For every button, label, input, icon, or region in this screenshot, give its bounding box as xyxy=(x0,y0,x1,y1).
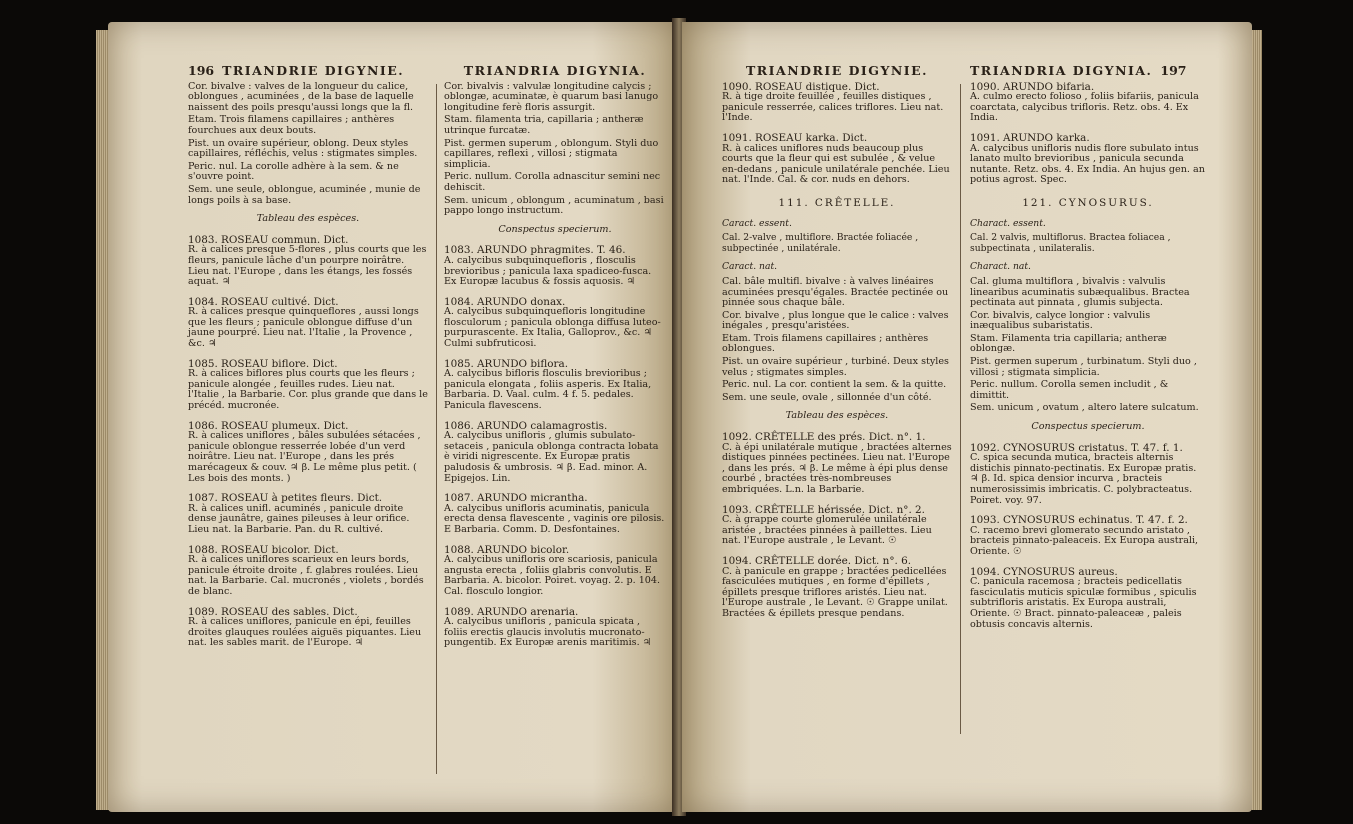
entry-head: 1093. CRÊTELLE hérissée. Dict. n°. 2. xyxy=(722,503,925,516)
species-entry xyxy=(444,545,666,598)
desc-line: Sem. une seule, ovale , sillonnée d'un côté. xyxy=(722,391,932,403)
entry-head: 1090. ROSEAU distique. Dict. xyxy=(722,80,880,93)
conspectus-heading: Conspectus specierum. xyxy=(498,223,612,235)
entry-body: C. spica secunda mutica, bracteis alternis distichis pinnato-pectinatis. Ex Europæ pratis. ♃ β. Id. spica densior incurva , bracteis numerosissimis imbricatis. C. polybracteatus. Poiret. voy. 97. xyxy=(970,452,1197,506)
species-entry xyxy=(444,359,666,412)
genus-heading: 111. CRÊTELLE. xyxy=(778,196,896,209)
desc-line: Cor. bivalve , plus longue que le calice : valves inégales , presqu'aristées. xyxy=(722,309,949,332)
entry-body: R. à calices uniflores , bâles subulées sétacées , panicule oblongue resserrée lobée d'un verd noirâtre. Lieu nat. l'Europe , dans les prés marécageux & couv. ♃ β. Le même plus petit. ( Les bois des monts. ) xyxy=(188,430,421,484)
entry-body: A. calycibus bifloris flosculis brevioribus ; panicula elongata , foliis asperis. Ex Italia, Barbaria. D. Vaal. culm. 4 f. 5. pedales. Panicula flavescens. xyxy=(444,368,652,412)
entry-head: 1086. ROSEAU plumeux. Dict. xyxy=(188,419,349,432)
entry-body: R. à calices presque quinqueflores , aussi longs que les fleurs ; panicule oblongue diffuse d'un jaune pourpré. Lieu nat. l'Italie , la Provence , &c. ♃ xyxy=(188,306,419,350)
species-entry xyxy=(188,545,428,598)
species-entry xyxy=(188,235,428,288)
entry-body: C. panicula racemosa ; bracteis pedicellatis fasciculatis muticis spiculæ formibus , spiculis subtrifloris aristatis. Ex Europa australi, Oriente. ☉ Bract. pinnato-paleaceæ , paleis obtusis concavis alternis. xyxy=(970,576,1197,630)
desc-line: Peric. nul. La corolle adhère à la sem. & ne s'ouvre point. xyxy=(188,160,399,183)
running-head: 196 TRIANDRIE DIGYNIE. xyxy=(188,63,405,78)
desc-line: Peric. nul. La cor. contient la sem. & la quitte. xyxy=(722,379,947,391)
desc-line: Etam. Trois filamens capillaires ; anthères oblongues. xyxy=(722,332,929,355)
species-entry xyxy=(722,505,952,547)
entry-head: 1084. ARUNDO donax. xyxy=(444,295,566,308)
page-number: 196 xyxy=(188,63,215,78)
entry-head: 1089. ARUNDO arenaria. xyxy=(444,605,579,618)
natural-char xyxy=(722,277,952,404)
species-entry xyxy=(444,493,666,535)
desc-line: Sem. unicum , ovatum , altero latere sulcatum. xyxy=(970,402,1199,414)
entry-head: 1093. CYNOSURUS echinatus. T. 47. f. 2. xyxy=(970,514,1188,527)
entry-head: 1088. ROSEAU bicolor. Dict. xyxy=(188,543,339,556)
entry-body: A. calycibus unifloris , glumis subulato-setaceis , panicula oblonga contracta lobata è viridi nigrescente. Ex Europæ pratis paludosis & umbrosis. ♃ β. Ead. minor. A. Epigejos. Lin. xyxy=(444,430,659,484)
desc-line: Cor. bivalvis, calyce longior : valvulis inæqualibus subaristatis. xyxy=(970,309,1151,332)
desc-line: Peric. nullum. Corolla adnascitur semini nec dehiscit. xyxy=(444,171,661,193)
table-heading: Tableau des espèces. xyxy=(256,213,360,225)
desc-line: Cal. gluma multiflora , bivalvis : valvulis linearibus acuminatis subæqualibus. Bractea pectinata aut pinnata , glumis subjecta. xyxy=(970,275,1190,309)
species-entry xyxy=(188,607,428,649)
species-entry xyxy=(970,82,1206,124)
table-heading: Tableau des espèces. xyxy=(785,410,889,422)
running-head-latin: TRIANDRIA DIGYNIA. 197 xyxy=(970,63,1187,78)
species-entry xyxy=(970,515,1206,557)
desc-line: Cor. bivalve : valves de la longueur du calice, oblongues , acuminées , de la base de laquelle naissent des poils presqu'aussi longs que la fl. xyxy=(188,80,414,113)
entry-head: 1087. ROSEAU à petites fleurs. Dict. xyxy=(188,492,383,505)
entry-head: 1084. ROSEAU cultivé. Dict. xyxy=(188,295,339,308)
left-page xyxy=(108,22,678,812)
entry-body: R. à calices uniflores nuds beaucoup plus courts que la fleur qui est subulée , & velue en-dedans , panicule unilatérale penchée. Lieu nat. l'Inde. Cal. & cor. nuds en dehors. xyxy=(722,142,950,186)
essential-char-text: Cal. 2-valve , multiflore. Bractée foliacée , subpectinée , unilatérale. xyxy=(722,232,919,254)
conspectus-heading: Conspectus specierum. xyxy=(1031,421,1145,433)
desc-line: Cor. bivalvis : valvulæ longitudine calycis ; oblongæ, acuminatæ, è quarum basi lanugo longitudine ferè floris assurgit. xyxy=(444,80,659,113)
desc-line: Stam. filamenta tria, capillaria ; antheræ utrinque furcatæ. xyxy=(444,114,644,136)
entry-body: A. calycibus unifloris ore scariosis, panicula angusta erecta , foliis glabris convolutis. E Barbaria. A. bicolor. Poiret. voyag. 2. p. 104. Cal. flosculo longior. xyxy=(444,554,661,597)
entry-head: 1088. ARUNDO bicolor. xyxy=(444,543,570,556)
entry-head: 1094. CYNOSURUS aureus. xyxy=(970,565,1118,578)
entry-body: R. à calices biflores plus courts que les fleurs ; panicule alongée , feuilles rudes. Lieu nat. l'Italie , la Barbarie. Cor. plus grande que dans le précéd. mucronée. xyxy=(188,368,428,412)
entry-body: R. à tige droite feuillée , feuilles distiques , panicule resserrée, calices triflores. Lieu nat. l'Inde. xyxy=(722,91,944,124)
right-page xyxy=(682,22,1252,812)
entry-body: R. à calices uniflores scarieux en leurs bords, panicule étroite droite , f. glabres roulées. Lieu nat. la Barbarie. Cal. mucronés , violets , bordés de blanc. xyxy=(188,554,424,597)
entry-body: C. à épi unilatérale mutique , bractées alternes distiques pinnées pectinées. Lieu nat. l'Europe , dans les prés. ♃ β. Le même à épi plus dense courbé , bractées très-nombreuses embriquées. L.n. la Barbarie. xyxy=(722,441,952,495)
entry-body: A. calycibus unifloris , panicula spicata , foliis erectis glaucis involutis mucronato-pungentib. Ex Europæ arenis maritimis. ♃ xyxy=(444,616,652,649)
entry-body: A. calycibus subquinquefloris , flosculis brevioribus ; panicula laxa spadiceo-fusca. Ex Europæ lacubus & fossis aquosis. ♃ xyxy=(444,254,652,288)
entry-head: 1092. CYNOSURUS cristatus. T. 47. f. 1. xyxy=(970,441,1183,454)
species-entry xyxy=(188,421,428,485)
natural-char-label: Charact. nat. xyxy=(970,261,1031,273)
description xyxy=(188,82,428,207)
entry-body: A. culmo erecto folioso , foliis bifariis, panicula coarctata, calycibus trifloris. Retz. obs. 4. Ex India. xyxy=(970,91,1199,124)
entry-head: 1085. ARUNDO biflora. xyxy=(444,357,569,370)
entry-head: 1091. ARUNDO karka. xyxy=(970,131,1090,144)
essential-char-label: Caract. essent. xyxy=(722,217,792,229)
page-number: 197 xyxy=(1160,63,1187,78)
right-page-latin-column xyxy=(970,63,1206,639)
desc-line: Sem. unicum , oblongum , acuminatum , basi pappo longo instructum. xyxy=(444,194,664,217)
entry-body: A. calycibus unifloris nudis flore subulato intus lanato multo brevioribus , panicula secunda nutante. Retz. obs. 4. Ex India. An hujus gen. an potius agrost. Spec. xyxy=(970,142,1205,186)
entry-body: C. à panicule en grappe ; bractées pedicellées fasciculées mutiques , en forme d'épillets , épillets presque triflores aristés. Lieu nat. l'Europe australe , le Levant. ☉ Grappe unilat. Bractées & épillets presque pendans. xyxy=(722,565,948,619)
entry-head: 1089. ROSEAU des sables. Dict. xyxy=(188,605,358,618)
species-entry xyxy=(188,297,428,350)
species-entry xyxy=(444,245,666,287)
entry-head: 1087. ARUNDO micrantha. xyxy=(444,492,588,505)
running-head-latin: TRIANDRIA DIGYNIA. xyxy=(463,63,647,78)
entry-body: R. à calices unifl. acuminés , panicule droite dense jaunâtre, gaines pileuses à leur orifice. Lieu nat. la Barbarie. Pan. du R. cultivé. xyxy=(188,502,410,535)
entry-head: 1090. ARUNDO bifaria. xyxy=(970,80,1095,93)
right-page-french-column xyxy=(722,63,952,629)
genus-heading: 121. CYNOSURUS. xyxy=(1022,196,1154,209)
entry-body: A. calycibus unifloris acuminatis, panicula erecta densa flavescente , vaginis ore pilosis. E Barbaria. Comm. D. Desfontaines. xyxy=(444,502,665,535)
desc-line: Etam. Trois filamens capillaires ; anthères fourchues aux deux bouts. xyxy=(188,114,395,136)
desc-line: Pist. un ovaire supérieur , turbiné. Deux styles velus ; stigmates simples. xyxy=(722,356,949,378)
species-entry xyxy=(444,607,666,649)
desc-line: Sem. une seule, oblongue, acuminée , munie de longs poils à sa base. xyxy=(188,183,421,206)
description-latin xyxy=(444,82,666,217)
left-page-latin-column xyxy=(444,63,666,658)
entry-body: R. à calices presque 5-flores , plus courts que les fleurs, panicule lâche d'un pourpre noirâtre. Lieu nat. l'Europe , dans les étangs, les fossés aquat. ♃ xyxy=(188,244,427,288)
desc-line: Pist. germen superum , turbinatum. Styli duo , villosi ; stigmata simplicia. xyxy=(970,356,1197,378)
species-entry xyxy=(970,567,1206,631)
desc-line: Pist. germen superum , oblongum. Styli duo capillares, reflexi , villosi ; stigmata simplicia. xyxy=(444,137,659,170)
entry-body: C. à grappe courte glomerulée unilatérale aristée , bractées pinnées à paillettes. Lieu nat. l'Europe australe , le Levant. ☉ xyxy=(722,514,932,547)
entry-body: R. à calices uniflores, panicule en épi, feuilles droites glauques roulées aiguës piquantes. Lieu nat. les sables marit. de l'Europe. ♃ xyxy=(188,616,422,649)
desc-line: Peric. nullum. Corolla semen includit , & dimittit. xyxy=(970,379,1169,401)
entry-head: 1091. ROSEAU karka. Dict. xyxy=(722,131,868,144)
species-entry xyxy=(722,82,952,124)
desc-line: Stam. Filamenta tria capillaria; antheræ oblongæ. xyxy=(970,332,1167,355)
species-entry xyxy=(444,421,666,485)
entry-head: 1085. ROSEAU biflore. Dict. xyxy=(188,357,338,370)
left-page-french-column xyxy=(188,63,428,658)
column-rule xyxy=(960,84,961,734)
entry-body: A. calycibus subquinquefloris longitudine flosculorum ; panicula oblonga diffusa luteo-purpurascente. Ex Italia, Galloprov., &c. ♃ Culmi subfruticosi. xyxy=(444,306,661,350)
species-entry xyxy=(722,133,952,186)
desc-line: Cal. bâle multifl. bivalve : à valves linéaires acuminées presqu'égales. Bractée pectinée ou pinnée sous chaque bâle. xyxy=(722,275,949,309)
entry-head: 1083. ARUNDO phragmites. T. 46. xyxy=(444,244,626,257)
entry-head: 1086. ARUNDO calamagrostis. xyxy=(444,419,608,432)
entry-head: 1083. ROSEAU commun. Dict. xyxy=(188,233,349,246)
species-entry xyxy=(970,443,1206,507)
column-rule xyxy=(436,84,437,774)
essential-char-label: Charact. essent. xyxy=(970,217,1046,229)
running-head: TRIANDRIE DIGYNIE. xyxy=(745,63,929,78)
species-entry xyxy=(722,556,952,620)
species-entry xyxy=(188,493,428,535)
entry-head: 1092. CRÊTELLE des prés. Dict. n°. 1. xyxy=(722,431,926,444)
entry-body: C. racemo brevi glomerato secundo aristato , bracteis pinnato-paleaceis. Ex Europa australi, Oriente. ☉ xyxy=(970,524,1199,557)
species-entry xyxy=(722,432,952,496)
essential-char-text: Cal. 2 valvis, multiflorus. Bractea foliacea , subpectinata , unilateralis. xyxy=(970,232,1171,254)
species-entry xyxy=(188,359,428,412)
species-entry xyxy=(444,297,666,350)
natural-char xyxy=(970,277,1206,414)
species-entry xyxy=(970,133,1206,186)
natural-char-label: Caract. nat. xyxy=(722,261,778,273)
entry-head: 1094. CRÊTELLE dorée. Dict. n°. 6. xyxy=(722,554,912,567)
desc-line: Pist. un ovaire supérieur, oblong. Deux styles capillaires, réfléchis, velus : stigmates simples. xyxy=(188,137,418,160)
